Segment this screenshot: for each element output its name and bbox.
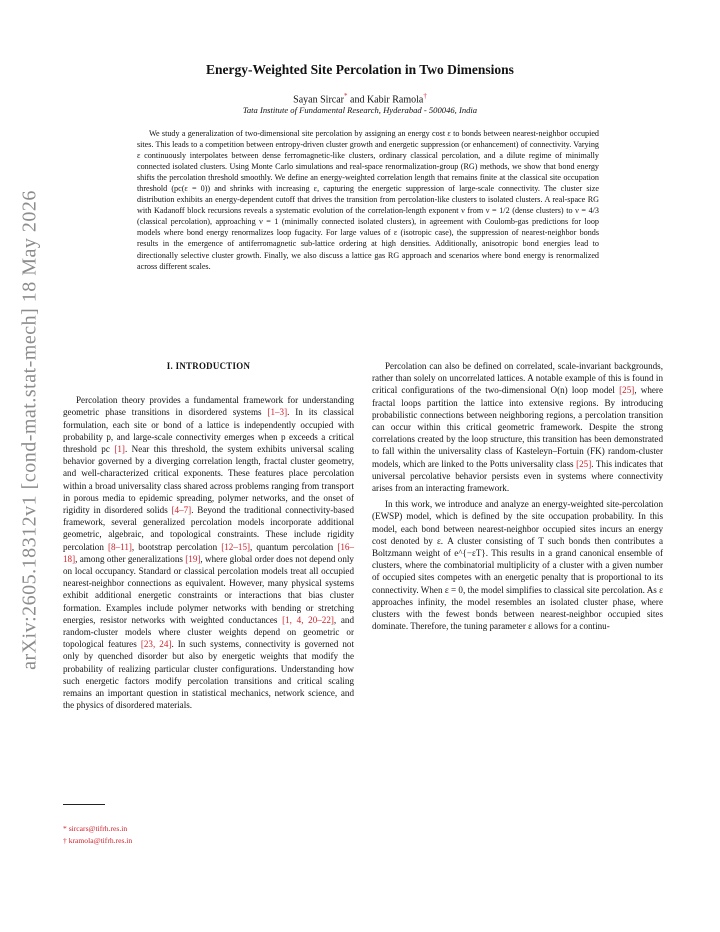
text: , where global order does not depend only on local occupancy. Standard or classical percolation models treat all occupied nearest-neighbor connections as equivalent. However, many physical systems exhibit additional energetic constraints or interactions that bias cluster formation. Examples include polymer networks with bending or stretching energies, resistor networks with weighted conductances xyxy=(63,553,354,625)
section-heading: I. INTRODUCTION xyxy=(166,361,251,371)
paragraph xyxy=(63,394,354,711)
footnote-marker[interactable]: * xyxy=(344,92,348,100)
citation-link[interactable]: [16–18] xyxy=(63,541,354,564)
citation-link[interactable]: [12–15] xyxy=(221,541,251,552)
text: . Near this threshold, the system exhibits universal scaling behavior governed by a diverging correlation length, fractal cluster geometry, and well-characterized critical exponents. These features place percolation within a broad universality class shared across problems ranging from transport in porous media to epidemic spreading, polymer networks, and the onset of rigidity in disordered solids xyxy=(63,444,354,516)
paragraph: In this work, we introduce and analyze an energy-weighted site-percolation (EWSP) model, which is defined by the site occupation probability. In this model, each bond between nearest-neighbor occupied sites incurs an energy cost denoted by ε. A cluster consisting of T such bonds then contributes a Boltzmann weight of e^{−εT}. This results in a grand canonical ensemble of clusters, where the combinatorial multiplicity of a cluster with a given number of occupied sites competes with an energetic penalty that is proportional to its connectivity. When ε = 0, the model simplifies to classical site percolation. As ε approaches infinity, the model resembles an isolated cluster phase, where clusters with the fewest bonds between nearest-neighbor occupied sites dominate. Therefore, the tuning parameter ε allows for a continu- xyxy=(372,499,663,632)
author-separator: and xyxy=(347,94,367,106)
right-column xyxy=(372,360,663,636)
citation-link[interactable]: [1, 4, 20–22] xyxy=(282,614,334,625)
footnote xyxy=(63,824,127,833)
text: Percolation theory provides a fundamental framework for understanding geometric phase transitions in disordered systems xyxy=(63,395,354,418)
text: , and random-cluster models where cluster weights depend on geometric or topological features xyxy=(63,614,355,650)
footnote-rule xyxy=(63,804,105,805)
left-column xyxy=(63,360,354,715)
author-name: Kabir Ramola xyxy=(366,94,424,106)
citation-link[interactable]: [8–11] xyxy=(108,541,132,552)
paragraph xyxy=(372,360,663,494)
citation-link[interactable]: [25] xyxy=(576,458,592,469)
text: , bootstrap percolation xyxy=(131,541,222,552)
citation-link[interactable]: [23, 24] xyxy=(140,639,172,650)
citation-link[interactable]: [1] xyxy=(114,444,125,455)
abstract: We study a generalization of two-dimensional site percolation by assigning an energy cost ε to bonds between nearest-neighbor occupied sites. This leads to a competition between entropy-driven cluster growth and energetic suppression (or enhancement) of connectivity. Varying ε continuously interpolates between dense ferromagnetic-like clusters, ordinary classical percolation, and a dilute regime of minimally connected isolated clusters. Using Monte Carlo simulations and real-space renormalization-group (RG) methods, we show that bond energy shifts the percolation threshold smoothly. We define an energy-weighted correlation length that remains finite at the classical site occupation threshold (pc(ε = 0)) and shrinks with increasing ε, capturing the energetic suppression of large-scale connectivity. The cluster size distribution exhibits an energy-dependent cutoff that drives the transition from percolation-like clusters to isolated clusters. A real-space RG with Kadanoff block recursions reveals a systematic evolution of the correlation-length exponent ν from ν = 1/2 (dense clusters) to ν = 4/3 (classical percolation), approaching ν = 1 (minimally connected isolated clusters), in agreement with Coulomb-gas predictions for loop models where bond energy renormalizes loop fugacity. For large values of ε (isotropic case), the suppression of nearest-neighbor bonds results in the emergence of antiferromagnetic sub-lattice ordering at high densities. Additionally, anisotropic bond energies lead to directionally selective cluster growth. Finally, we also discuss a lattice gas RG approach and scenarios where bond energy is renormalized across different scales. xyxy=(137,129,599,271)
text: , where fractal loops partition the lattice into extensive regions. By introducing probabilistic connections between neighboring regions, a percolation transition can occur within this critical geometric framework. Despite the strong correlations created by the loop structure, this transition has been demonstrated to fall within the universality class of Kasteleyn–Fortuin (FK) random-cluster models, which are linked to the Potts universality class xyxy=(372,385,663,469)
email-link[interactable]: sircars@tifrh.res.in xyxy=(68,824,128,833)
text: . This indicates that universal percolative behavior persists even in systems where connectivity arises from an interacting framework. xyxy=(372,458,663,494)
footnote-marker: † xyxy=(63,836,67,845)
text: , among other generalizations xyxy=(75,553,186,564)
text: , quantum percolation xyxy=(250,541,338,552)
citation-link[interactable]: [25] xyxy=(619,385,635,396)
paper-title: Energy-Weighted Site Percolation in Two Dimensions xyxy=(206,62,514,77)
text: . In its classical formulation, each site or bond of a lattice is independently occupied with probability p, and large-scale connectivity emerges when p exceeds a critical threshold pc xyxy=(63,407,354,455)
text: Percolation can also be defined on correlated, scale-invariant backgrounds, rather than solely on uncorrelated lattices. A notable example of this is found in critical configurations of the two-dimensional O(n) loop model xyxy=(372,361,663,396)
author-name: Sayan Sircar xyxy=(293,94,344,106)
citation-link[interactable]: [4–7] xyxy=(171,505,192,516)
text: . Beyond the traditional connectivity-based framework, several generalized percolation models incorporate additional geometric, algebraic, and topological constraints. These include rigidity percolation xyxy=(63,505,354,552)
citation-link[interactable]: [19] xyxy=(185,553,201,564)
citation-link[interactable]: [1–3] xyxy=(267,407,288,418)
affiliation: Tata Institute of Fundamental Research, Hyderabad - 500046, India xyxy=(242,105,478,115)
email-link[interactable]: kramola@tifrh.res.in xyxy=(68,836,133,845)
arxiv-identifier: arXiv:2605.18312v1 [cond-mat.stat-mech] 18 May 2026 xyxy=(18,190,41,670)
footnote xyxy=(63,836,132,845)
footnote-marker[interactable]: † xyxy=(423,92,427,100)
footnote-marker: * xyxy=(63,824,67,833)
author-line xyxy=(0,92,720,105)
text: . In such systems, connectivity is governed not only by quenched disorder but also by energetic weights that modify the probability of realizing particular cluster configurations. Understanding how such energetic factors modify percolation transitions and critical scaling remains an important question in statistical mechanics, network science, and the physics of disordered materials. xyxy=(63,639,354,711)
arxiv-identifier-sidebar xyxy=(10,190,50,670)
